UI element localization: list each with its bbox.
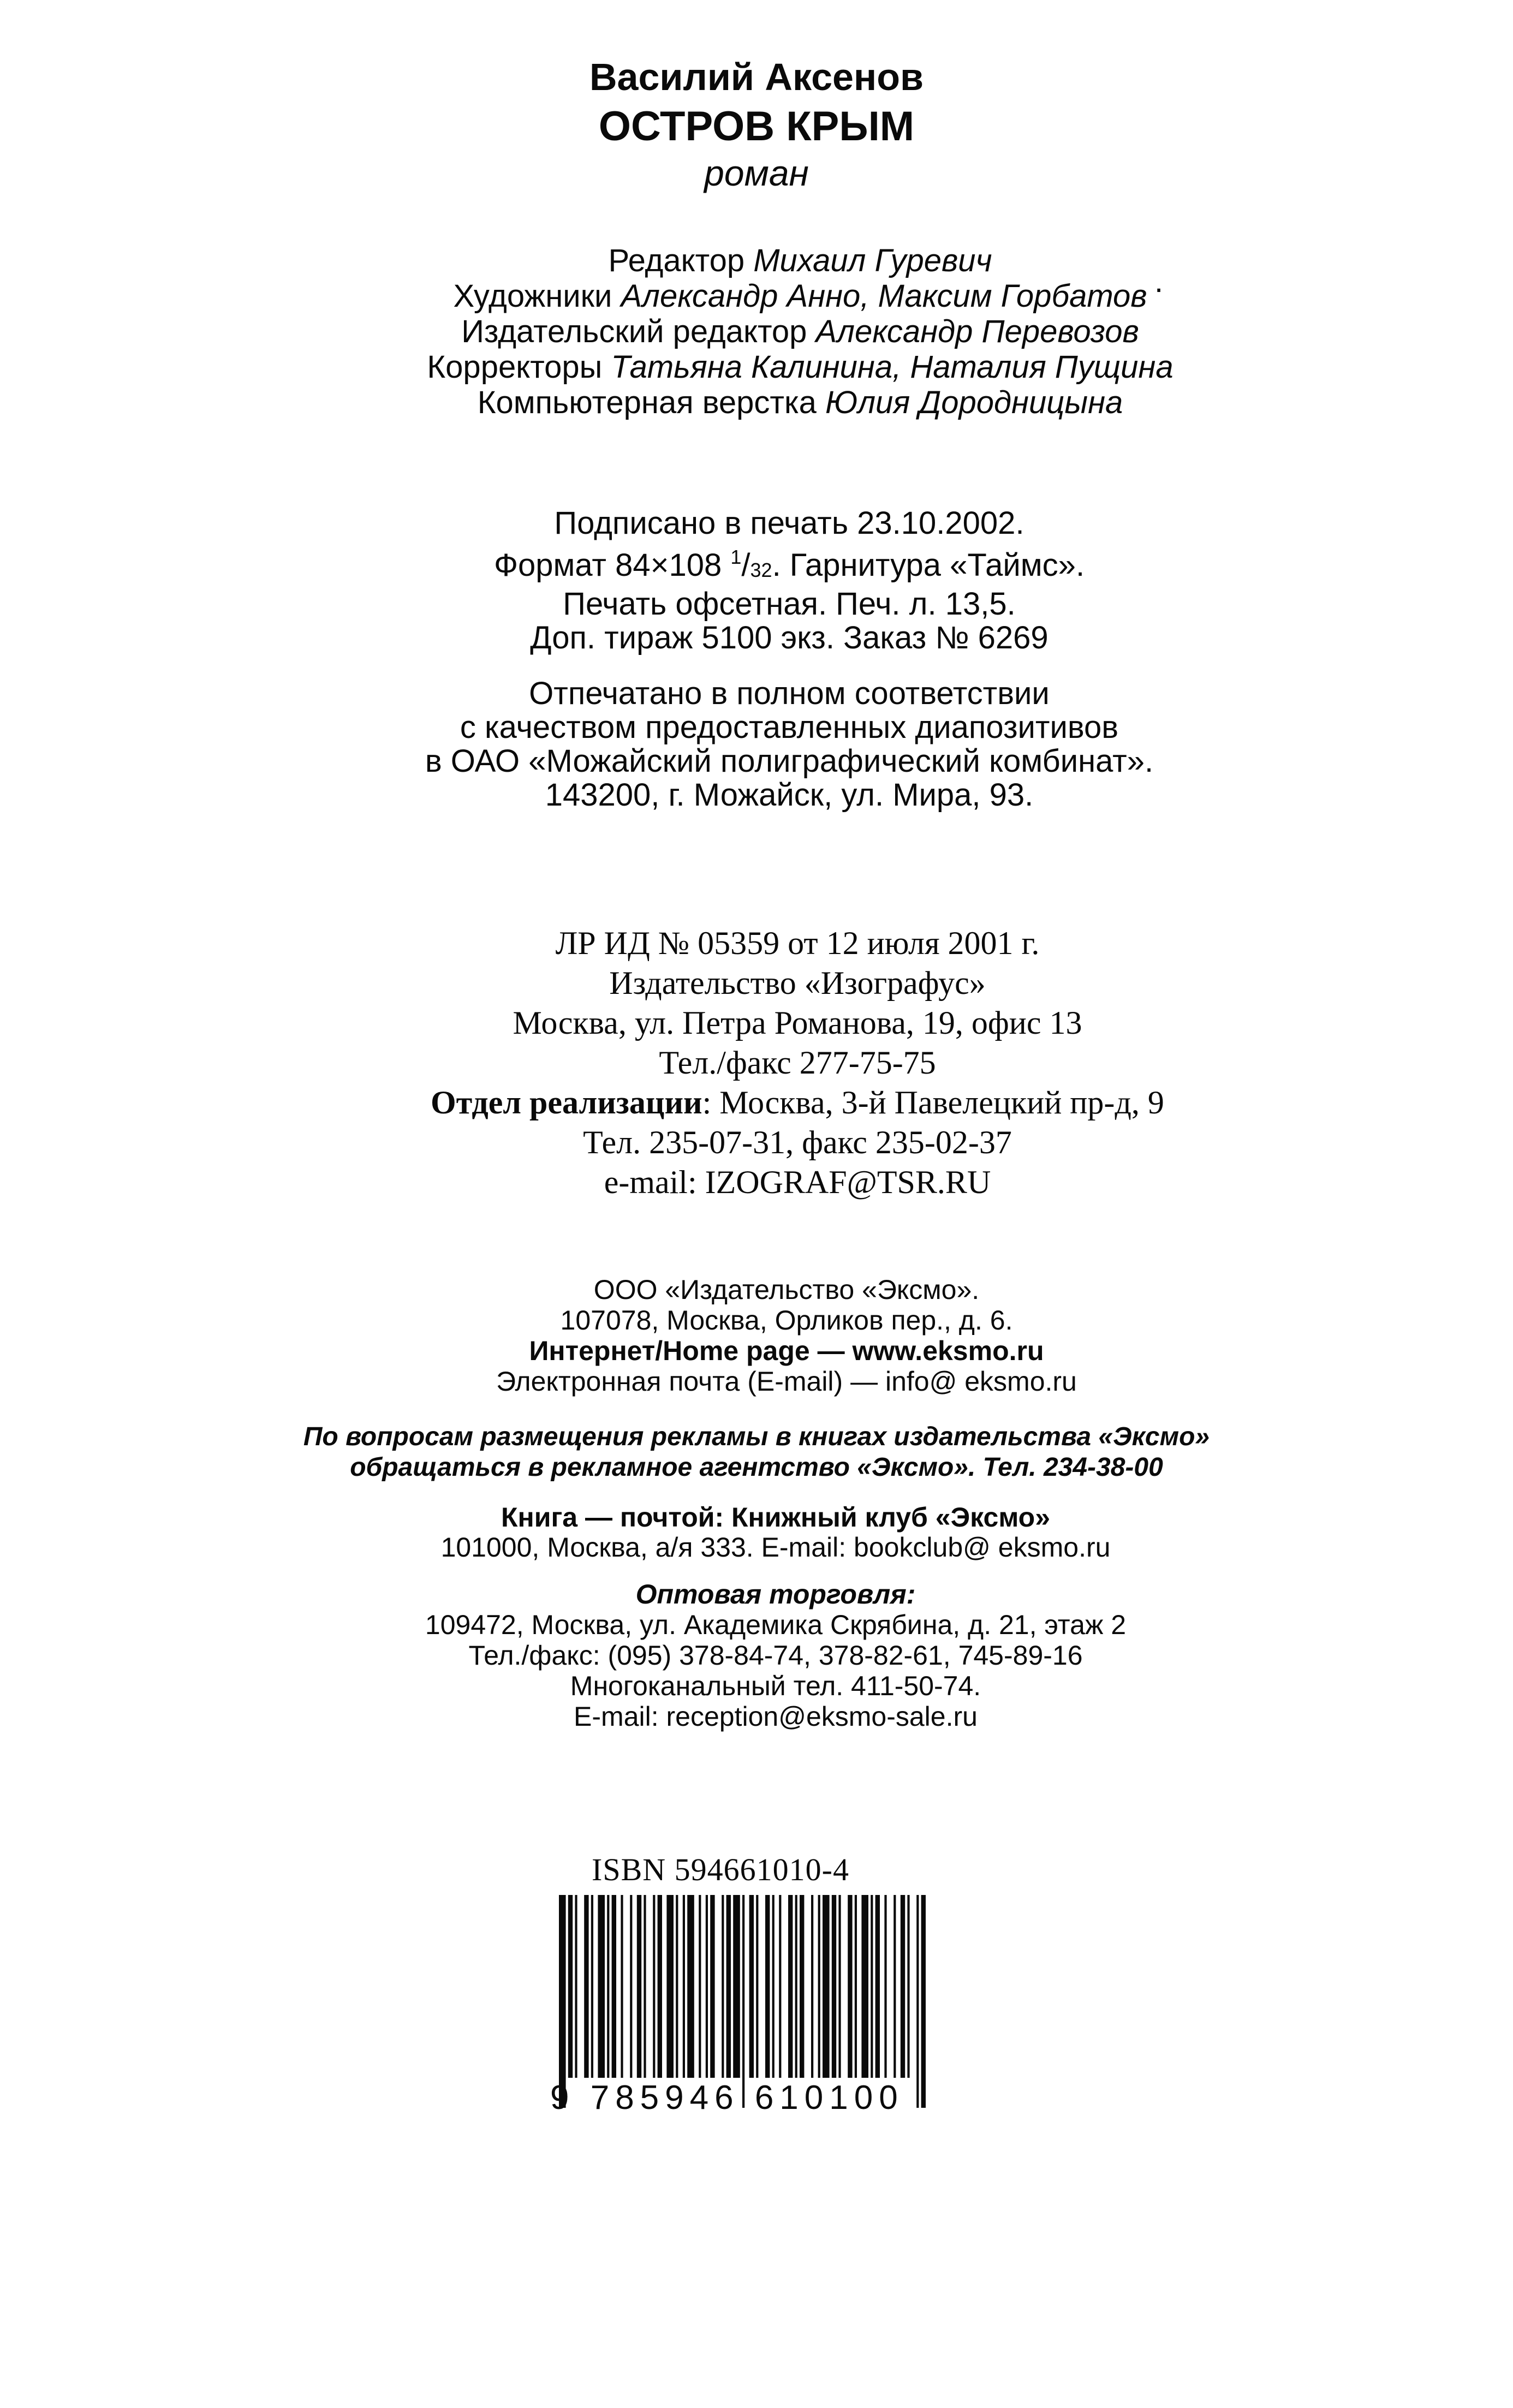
sales-phone: Тел. 235-07-31, факс 235-02-37 [583, 1124, 1012, 1160]
barcode-bar [884, 1895, 886, 2078]
publisher-phone: Тел./факс 277-75-75 [659, 1045, 936, 1081]
barcode-bar [772, 1895, 775, 2078]
barcode-bar [710, 1895, 714, 2078]
credit-line [44, 385, 1513, 420]
barcode-bar [559, 1895, 566, 2108]
sales-line [41, 1083, 1513, 1123]
printer-line: в ОАО «Можайский полиграфический комбинат». [425, 743, 1154, 779]
eksmo-web: Интернет/Home page — www.eksmo.ru [529, 1336, 1044, 1366]
print-info-block [33, 506, 1513, 812]
barcode-bar [676, 1895, 678, 2078]
barcode-bar [658, 1895, 662, 2078]
publisher-name: Издательство «Изографус» [609, 965, 986, 1001]
publisher-email: e-mail: IZOGRAF@TSR.RU [604, 1164, 991, 1200]
book-genre: роман [704, 153, 809, 193]
barcode-bar [765, 1895, 770, 2078]
license-line: ЛР ИД № 05359 от 12 июля 2001 г. [555, 925, 1040, 961]
printer-line: Отпечатано в полном соответствии [529, 676, 1050, 711]
credit-line [44, 243, 1513, 278]
eksmo-email: Электронная почта (E-mail) — info@ eksmo.ru [496, 1366, 1077, 1397]
stray-mark: . [1154, 264, 1164, 299]
barcode-bar [901, 1895, 905, 2078]
printer-line: 143200, г. Можайск, ул. Мира, 93. [545, 777, 1034, 813]
format-suffix: . Гарнитура «Таймс». [772, 547, 1085, 583]
barcode-bar [607, 1895, 609, 2078]
eksmo-block [30, 1274, 1513, 1397]
credit-name: Александр Анно, Максим Горбатов [621, 278, 1147, 314]
barcode-bar [630, 1895, 632, 2078]
credit-role: Издательский редактор [461, 314, 807, 349]
bookclub-title: Книга — почтой: Книжный клуб «Эксмо» [501, 1502, 1051, 1533]
credit-role: Художники [453, 278, 612, 314]
ads-notice [0, 1422, 1513, 1483]
barcode-bar [907, 1895, 909, 2078]
isbn-label: ISBN 594661010-4 [592, 1852, 849, 1887]
barcode [557, 1895, 928, 2108]
barcode-bar [699, 1895, 701, 2078]
sales-address: : Москва, 3-й Павелецкий пр-д, 9 [702, 1084, 1164, 1120]
barcode-bar [733, 1895, 740, 2078]
format-fraction-denominator: 32 [750, 559, 772, 581]
credit-name: Александр Перевозов [815, 314, 1139, 349]
barcode-bar [818, 1895, 820, 2078]
credit-name: Юлия Дородницына [825, 385, 1123, 420]
book-title: ОСТРОВ КРЫМ [598, 103, 915, 150]
barcode-digits: 9 785946 610100 [550, 2079, 904, 2117]
eksmo-name: ООО «Издательство «Эксмо». [593, 1274, 980, 1305]
barcode-bar [653, 1895, 655, 2078]
author-name: Василий Аксенов [589, 56, 924, 98]
credits-block [44, 243, 1513, 420]
barcode-bar [612, 1895, 616, 2078]
wholesale-line: 109472, Москва, ул. Академика Скрябина, д. 21, этаж 2 [425, 1610, 1127, 1640]
barcode-bar [756, 1895, 758, 2078]
eksmo-address: 107078, Москва, Орликов пер., д. 6. [560, 1305, 1013, 1336]
barcode-bar [795, 1895, 797, 2078]
wholesale-line: Многоканальный тел. 411-50-74. [570, 1671, 981, 1701]
barcode-bar [637, 1895, 641, 2078]
bookclub-block [19, 1503, 1513, 1563]
barcode-bar [683, 1895, 685, 2078]
print-run: Доп. тираж 5100 экз. Заказ № 6269 [530, 620, 1049, 655]
barcode-bar [788, 1895, 793, 2078]
barcode-bar [861, 1895, 868, 2078]
barcode-bar [779, 1895, 781, 2078]
bookclub-address: 101000, Москва, а/я 333. E-mail: bookclub@ eksmo.ru [440, 1532, 1111, 1563]
format-line: Формат 84×108 $^1/_{32}$. Гарнитура «Таймс». [493, 546, 1085, 583]
barcode-bar [848, 1895, 852, 2078]
barcode-bar [568, 1895, 573, 2078]
barcode-bar [800, 1895, 804, 2078]
credit-name: Татьяна Калинина, Наталия Пущина [611, 349, 1174, 385]
barcode-bar [875, 1895, 880, 2078]
credit-name: Михаил Гуревич [753, 243, 992, 278]
barcode-bar [916, 1895, 919, 2108]
barcode-bar [749, 1895, 754, 2078]
book-header [0, 52, 1513, 195]
barcode-bar [584, 1895, 588, 2078]
barcode-bar [598, 1895, 605, 2078]
barcode-bar [921, 1895, 926, 2108]
ads-line: По вопросам размещения рекламы в книгах издательства «Эксмо» [303, 1422, 1210, 1451]
credit-line [44, 278, 1513, 314]
credit-role: Корректоры [427, 349, 603, 385]
barcode-bars [557, 1895, 928, 2108]
barcode-bar [575, 1895, 577, 2078]
credit-role: Компьютерная верстка [477, 385, 817, 420]
barcode-bar [666, 1895, 674, 2078]
credit-line [44, 314, 1513, 349]
barcode-bar [726, 1895, 731, 2078]
barcode-bar [644, 1895, 646, 2078]
barcode-bar [742, 1895, 744, 2108]
publisher-block [41, 923, 1513, 1202]
credit-line [44, 349, 1513, 385]
barcode-bar [823, 1895, 830, 2078]
sales-label: Отдел реализации [431, 1084, 702, 1120]
format-fraction-numerator: 1 [730, 546, 742, 568]
barcode-bar [838, 1895, 841, 2078]
barcode-bar [687, 1895, 694, 2078]
barcode-bar [871, 1895, 873, 2078]
wholesale-block [19, 1579, 1513, 1732]
credit-role: Редактор [608, 243, 745, 278]
signed-date: Подписано в печать 23.10.2002. [554, 505, 1024, 541]
barcode-bar [621, 1895, 623, 2078]
printer-line: с качеством предоставленных диапозитивов [460, 710, 1119, 745]
barcode-bar [811, 1895, 813, 2078]
barcode-bar [893, 1895, 896, 2078]
barcode-bar [706, 1895, 708, 2078]
barcode-bar [832, 1895, 836, 2078]
publisher-address: Москва, ул. Петра Романова, 19, офис 13 [513, 1005, 1082, 1041]
barcode-bar [855, 1895, 857, 2078]
wholesale-line: Тел./факс: (095) 378-84-74, 378-82-61, 745-89-16 [468, 1640, 1083, 1671]
wholesale-line: E-mail: reception@eksmo-sale.ru [574, 1701, 978, 1732]
print-type: Печать офсетная. Печ. л. 13,5. [563, 586, 1016, 622]
barcode-bar [722, 1895, 724, 2078]
wholesale-title: Оптовая торговля: [635, 1579, 916, 1610]
ads-line: обращаться в рекламное агентство «Эксмо». Тел. 234-38-00 [350, 1453, 1163, 1482]
format-prefix: Формат 84×108 [493, 547, 731, 583]
barcode-bar [591, 1895, 593, 2078]
